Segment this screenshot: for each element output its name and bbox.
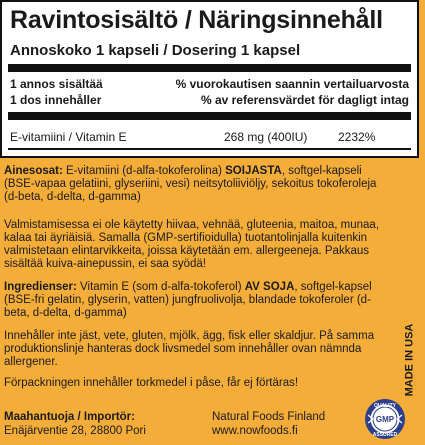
ingredients-sv-allergen: AV SOJA — [244, 281, 295, 293]
reference-intake-label-fi: % vuorokautisen saannin vertailuarvosta — [175, 77, 409, 91]
seal-top-text: QUALITY — [374, 403, 396, 409]
thin-divider — [8, 148, 411, 150]
ingredients-fi-text: E-vitamiini (d-alfa-tokoferolina) — [62, 165, 226, 177]
per-serving-label-sv: 1 dos innehåller — [10, 93, 102, 107]
made-in-text: MADE IN USA — [403, 323, 416, 397]
importer-company: Natural Foods Finland — [212, 411, 326, 423]
reference-intake-label-sv: % av referensvärdet för dagligt intag — [200, 93, 409, 107]
ingredients-sv-label: Ingredienser: — [4, 281, 77, 293]
nutrient-amount: 268 mg (400IU) — [224, 130, 308, 144]
per-serving-label-fi: 1 annos sisältää — [10, 77, 103, 91]
thick-divider — [8, 64, 411, 72]
ingredients-sv — [4, 281, 390, 320]
ingredients-fi-label: Ainesosat: — [4, 165, 63, 177]
manufacturing-note-sv: Innehåller inte jäst, vete, gluten, mjölk, ägg, fisk eller skaldjur. På samma produktionslinje hanteras dock livsmedel som innehåller ovan nämnda allergener. — [4, 330, 375, 368]
nutrient-name: E-vitamiini / Vitamin E — [10, 130, 127, 144]
ingredients-fi-text-rest: , softgel-kapseli (BSE-vapaa gelatiini, glyseriini, vesi) neitsytoliiviöljy, sekoitus tokoferoleja (d-beta, d-delta, d-gamma) — [4, 165, 377, 203]
ingredients-fi-allergen: SOIJASTA — [225, 165, 282, 177]
serving-size: Annoskoko 1 kapseli / Dosering 1 kapsel — [10, 42, 301, 59]
thick-divider — [8, 112, 411, 120]
ingredients-sv-text-rest: , softgel-kapsel (BSE-fri gelatin, glyserin, vatten) jungfruolivolja, blandade tokoferoler (d-beta, d-delta, d-gamma) — [4, 281, 372, 319]
gmp-seal-icon — [364, 398, 406, 440]
seal-center-text: GMP — [375, 415, 395, 424]
nutrition-facts-panel — [0, 0, 419, 158]
importer-address: Enäjärventie 28, 28800 Pori — [4, 425, 146, 437]
nutrient-percent: 2232% — [338, 130, 376, 144]
facts-title: Ravintosisältö / Näringsinnehåll — [10, 6, 383, 34]
made-in-label — [398, 320, 420, 400]
manufacturing-note-fi: Valmistamisessa ei ole käytetty hiivaa, vehnää, gluteenia, maitoa, munaa, kalaa tai äyriäisiä. Samalla (GMP-sertifioidulla) tuotantolinjalla kuitenkin valmistetaan elintarvikkeita, joissa käytetään em. allergeeneja. Pakkaus sisältää kuiva-ainepussin, ei saa syödä! — [4, 219, 380, 270]
seal-bottom-text: ASSURED — [372, 432, 398, 438]
importer-website: www.nowfoods.fi — [212, 425, 298, 437]
ingredients-fi — [4, 165, 390, 204]
desiccant-warning: Förpackningen innehåller torkmedel i påse, får ej förtäras! — [4, 377, 299, 389]
importer-label: Maahantuoja / Importör: — [4, 411, 135, 423]
ingredients-sv-text: Vitamin E (som d-alfa-tokoferol) — [76, 281, 245, 293]
